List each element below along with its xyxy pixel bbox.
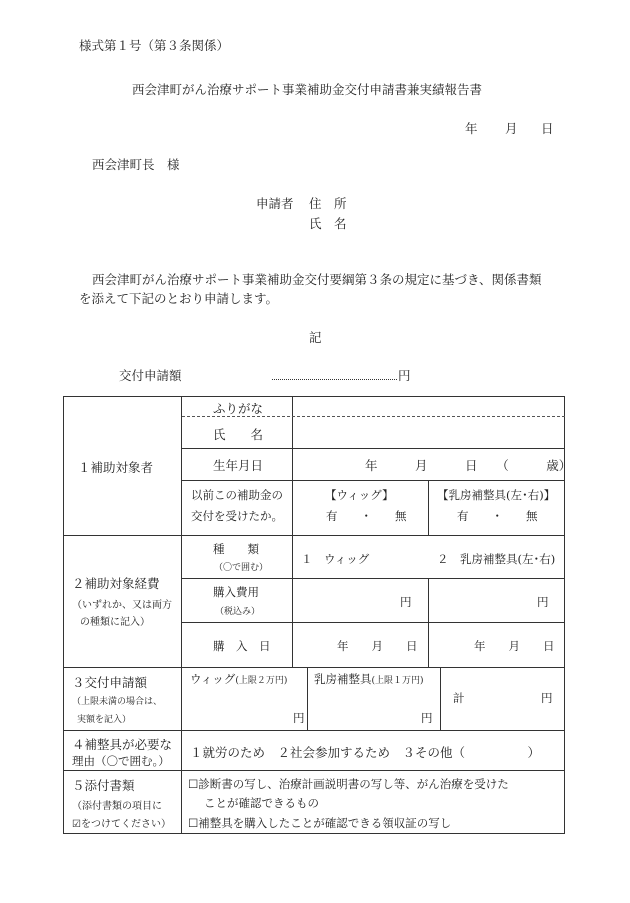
applicant-label: 申請者: [256, 196, 294, 211]
cost-breast-unit: 円: [537, 595, 549, 609]
date-day: 日: [541, 121, 554, 136]
amount-field[interactable]: [272, 379, 397, 380]
column-divider: [440, 667, 441, 730]
form-number: 様式第１号（第３条関係）: [79, 38, 230, 53]
column-divider: [428, 578, 429, 667]
section3-note-line1: （上限未満の場合は、: [72, 697, 163, 707]
reason-options[interactable]: １就労のため ２社会参加するため ３その他（ ）: [190, 745, 541, 760]
grant-wig-label: ウィッグ(上限２万円): [190, 672, 288, 686]
section-divider: [63, 770, 565, 771]
grant-total-label: 計: [453, 691, 465, 705]
row-divider: [182, 480, 565, 481]
section2-title: ２補助対象経費: [72, 576, 160, 591]
cost-wig-unit: 円: [400, 595, 412, 609]
grant-total-unit: 円: [541, 691, 553, 705]
grant-breast-label: 乳房補整具(上限１万円): [314, 672, 424, 686]
attachment-item2[interactable]: ☐補整具を購入したことが確認できる領収証の写し: [188, 816, 452, 830]
grant-breast-unit: 円: [421, 711, 433, 725]
purchase-date-wig[interactable]: 年 月 日: [337, 639, 418, 653]
body-text-line1: 西会津町がん治療サポート事業補助金交付要綱第３条の規定に基づき、関係書類: [92, 272, 542, 287]
form-title: 西会津町がん治療サポート事業補助金交付申請書兼実績報告書: [132, 82, 483, 97]
attachment-item1-line2: ことが確認できるもの: [204, 796, 319, 810]
section2-note-line1: （いずれか、又は両方: [72, 600, 172, 611]
furigana-label: ふりがな: [213, 401, 264, 416]
birthdate-field[interactable]: 年 月 日 （ 歳）: [365, 458, 572, 473]
attachment-item1-line1[interactable]: ☐診断書の写し、治療計画説明書の写し等、がん治療を受けた: [188, 777, 509, 791]
applicant-address-label: 住 所: [309, 196, 347, 211]
section2-note-line2: の種類に記入）: [80, 617, 150, 628]
grant-wig-unit: 円: [293, 711, 305, 725]
body-text-line2: を添えて下記のとおり申請します。: [79, 291, 279, 306]
applicant-name-label: 氏 名: [309, 216, 347, 231]
furigana-field[interactable]: [293, 397, 565, 416]
row-divider: [182, 622, 565, 623]
section5-title: ５添付書類: [72, 778, 135, 793]
prior-question-line1: 以前この補助金の: [191, 488, 283, 502]
row-divider: [182, 448, 565, 449]
ki-mark: 記: [309, 330, 322, 345]
date-month: 月: [505, 121, 518, 136]
row-divider: [182, 578, 565, 579]
addressee: 西会津町長 様: [92, 157, 180, 172]
section-divider: [63, 667, 565, 668]
name-label: 氏 名: [213, 427, 264, 442]
section5-note-line1: （添付書類の項目に: [72, 801, 162, 812]
amount-unit: 円: [398, 368, 411, 383]
section5-note-line2: ☑をつけてください）: [72, 819, 171, 830]
column-divider: [307, 667, 308, 730]
cost-label: 購入費用: [213, 585, 259, 599]
kind-wig-option[interactable]: １ ウィッグ: [301, 552, 370, 566]
section4-title-line1: ４補整具が必要な: [72, 737, 173, 752]
cost-note: （税込み）: [215, 607, 261, 617]
section-divider: [63, 730, 565, 731]
kind-breast-option[interactable]: ２ 乳房補整具(左･右): [437, 552, 556, 566]
prior-wig-choice[interactable]: 有 ・ 無: [326, 509, 407, 523]
prior-breast-choice[interactable]: 有 ・ 無: [457, 509, 538, 523]
prior-wig-heading: 【ウィッグ】: [325, 488, 394, 502]
kind-note: （〇で囲む）: [214, 563, 269, 573]
amount-label: 交付申請額: [119, 368, 182, 383]
name-field[interactable]: [293, 417, 565, 448]
prior-breast-heading: 【乳房補整具(左･右)】: [437, 488, 556, 502]
kind-label: 種 類: [213, 542, 259, 556]
column-divider: [428, 480, 429, 535]
column-divider: [181, 396, 182, 834]
purchase-date-label: 購 入 日: [213, 639, 271, 653]
section-divider: [63, 535, 565, 536]
section3-note-line2: 実額を記入）: [77, 715, 132, 725]
section1-title: １補助対象者: [78, 460, 154, 475]
section3-title: ３交付申請額: [72, 675, 148, 690]
section4-title-line2: 理由（〇で囲む。）: [72, 754, 170, 768]
purchase-date-breast[interactable]: 年 月 日: [474, 639, 555, 653]
date-year: 年: [465, 121, 478, 136]
prior-question-line2: 交付を受けたか。: [191, 509, 283, 523]
birthdate-label: 生年月日: [213, 458, 264, 473]
